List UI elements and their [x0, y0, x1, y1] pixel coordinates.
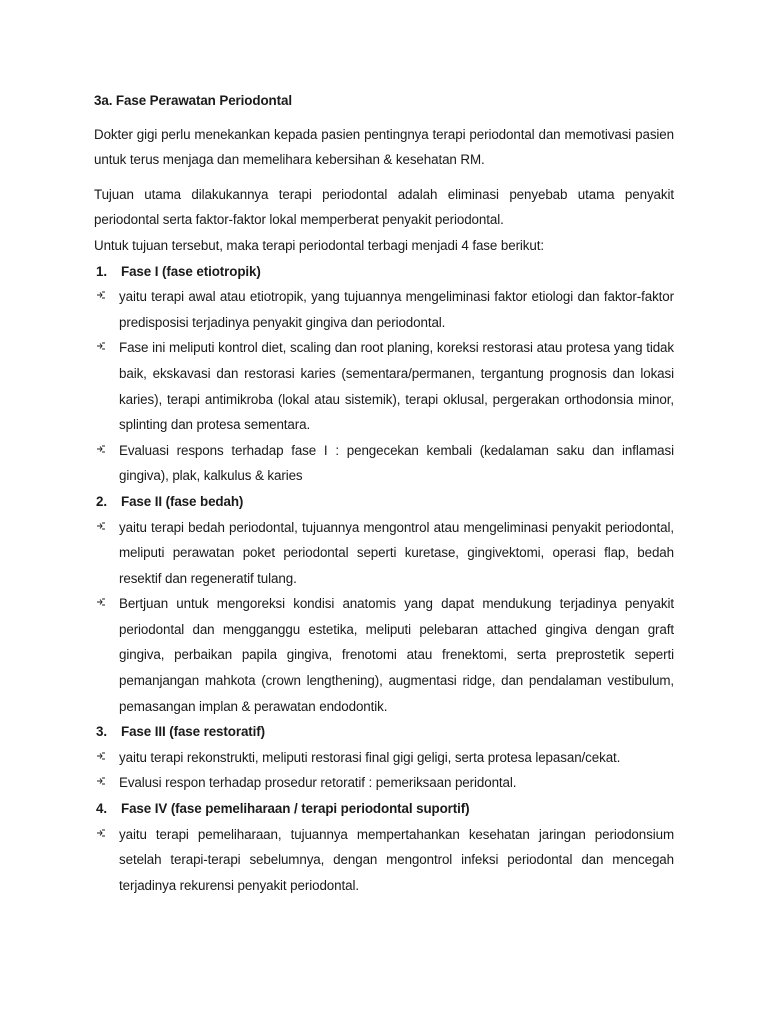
bullet-item [94, 335, 674, 437]
phase-heading [94, 489, 674, 515]
bullet-text: yaitu terapi pemeliharaan, tujuannya mempertahankan kesehatan jaringan periodonsium setelah terapi-terapi sebelumnya, dengan mengontrol infeksi periodontal dan mencegah terjadinya rekurensi penyakit periodontal. [119, 826, 674, 893]
bullet-text: Fase ini meliputi kontrol diet, scaling dan root planing, koreksi restorasi atau protesa yang tidak baik, ekskavasi dan restorasi karies (sementara/permanen, tergantung prognosis dan lokasi karies), terapi antimikroba (lokal atau sistemik), terapi oklusal, pergerakan orthodonsia minor, splinting dan protesa sementara. [119, 340, 674, 433]
arrow-bullet-icon [94, 822, 119, 899]
arrow-bullet-icon [94, 770, 119, 796]
intro-paragraph-1: Dokter gigi perlu menekankan kepada pasien pentingnya terapi periodontal dan memotivasi pasien untuk terus menjaga dan memelihara kebersihan & kesehatan RM. [94, 126, 674, 168]
phase-number: 1. [96, 263, 107, 279]
intro-paragraph-3: Untuk tujuan tersebut, maka terapi periodontal terbagi menjadi 4 fase berikut: [94, 237, 544, 253]
phase-title: Fase II (fase bedah) [121, 493, 244, 509]
phase-list [94, 259, 674, 899]
arrow-bullet-icon [94, 335, 119, 437]
bullet-item [94, 770, 674, 796]
intro-paragraph-2: Tujuan utama dilakukannya terapi periodontal adalah eliminasi penyebab utama penyakit periodontal serta faktor-faktor lokal memperberat penyakit periodontal. [94, 186, 674, 228]
bullet-item [94, 515, 674, 592]
phase-title: Fase IV (fase pemeliharaan / terapi periodontal suportif) [121, 801, 470, 817]
phase-heading [94, 796, 674, 822]
phase-number: 2. [96, 493, 107, 509]
phase-title: Fase I (fase etiotropik) [121, 263, 261, 279]
bullet-item [94, 284, 674, 335]
phase-title: Fase III (fase restoratif) [121, 724, 266, 740]
document-content [94, 88, 674, 898]
arrow-bullet-icon [94, 745, 119, 771]
bullet-text: yaitu terapi bedah periodontal, tujuannya mengontrol atau mengeliminasi penyakit periodontal, meliputi perawatan poket periodontal seperti kuretase, gingivektomi, operasi flap, bedah resektif dan regeneratif tulang. [119, 519, 674, 586]
bullet-text: Evaluasi respons terhadap fase I : pengecekan kembali (kedalaman saku dan inflamasi gingiva), plak, kalkulus & karies [119, 442, 674, 484]
arrow-bullet-icon [94, 591, 119, 719]
arrow-bullet-icon [94, 438, 119, 489]
bullet-text: Evalusi respon terhadap prosedur retoratif : pemeriksaan peridontal. [119, 775, 517, 791]
arrow-bullet-icon [94, 515, 119, 592]
bullet-item [94, 745, 674, 771]
bullet-text: yaitu terapi awal atau etiotropik, yang tujuannya mengeliminasi faktor etiologi dan faktor-faktor predisposisi terjadinya penyakit gingiva dan periodontal. [119, 289, 674, 330]
phase-heading [94, 719, 674, 745]
bullet-item [94, 822, 674, 899]
phase-number: 4. [96, 801, 107, 817]
bullet-item [94, 591, 674, 719]
phase-number: 3. [96, 724, 107, 740]
bullet-item [94, 438, 674, 489]
bullet-text: Bertjuan untuk mengoreksi kondisi anatomis yang dapat mendukung terjadinya penyakit periodontal dan mengganggu estetika, meliputi pelebaran attached gingiva dengan graft gingiva, perbaikan papila gingiva, frenotomi atau frenektomi, serta preprostetik seperti pemanjangan mahkota (crown lengthening), augmentasi ridge, dan pendalaman vestibulum, pemasangan implan & perawatan endodontik. [119, 596, 674, 714]
section-heading: 3a. Fase Perawatan Periodontal [94, 93, 292, 108]
arrow-bullet-icon [94, 284, 119, 335]
bullet-text: yaitu terapi rekonstrukti, meliputi restorasi final gigi geligi, serta protesa lepasan/cekat. [119, 749, 621, 765]
phase-heading [94, 259, 674, 285]
